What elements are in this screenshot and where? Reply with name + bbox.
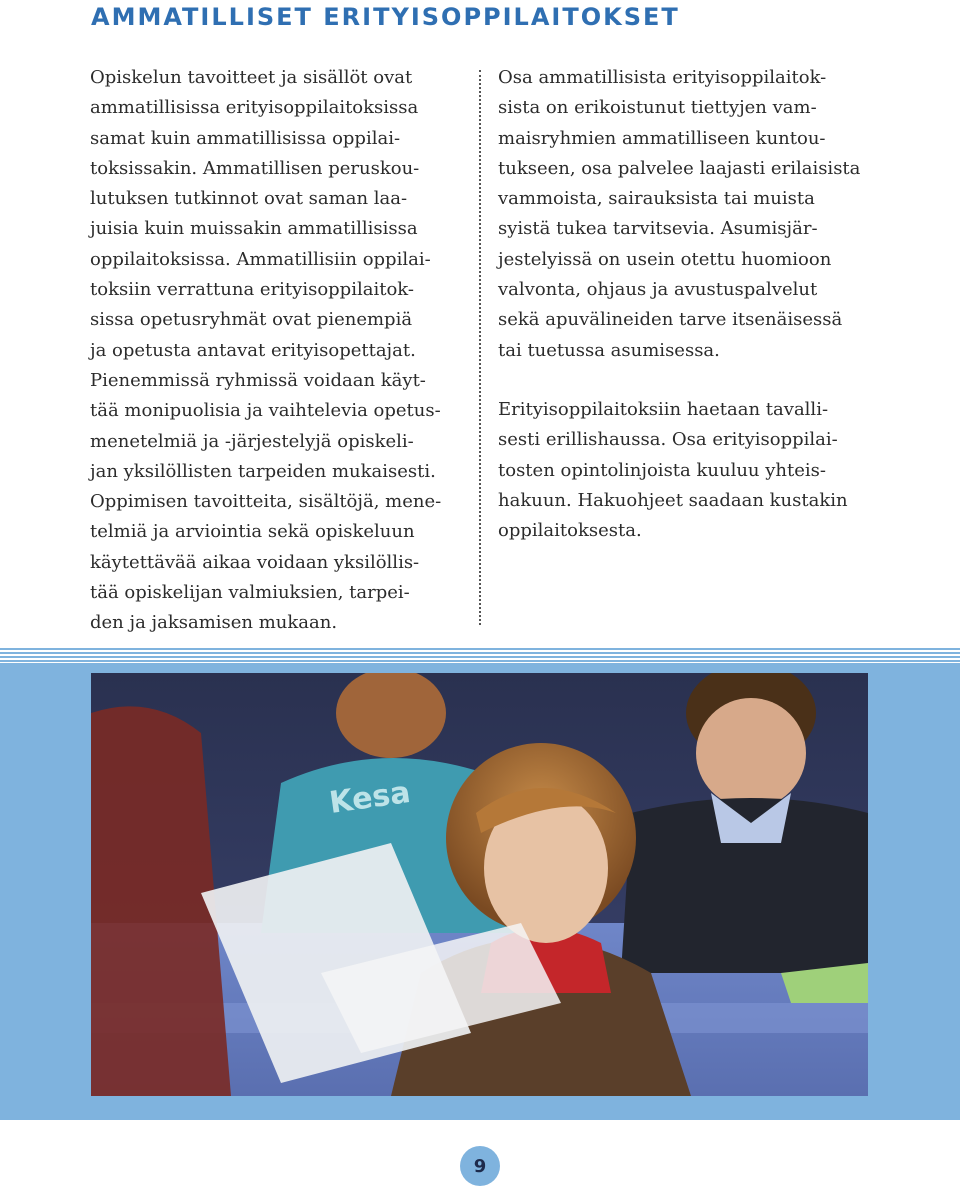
text-line: menetelmiä ja -järjestelyjä opiskeli-	[90, 430, 414, 452]
left-text-column	[90, 63, 463, 639]
right-student-face	[696, 698, 806, 808]
decorative-stripes	[0, 648, 960, 662]
page-number: 9	[473, 1155, 487, 1177]
text-line: tosten opintolinjoista kuuluu yhteis-	[498, 459, 826, 481]
classroom-illustration	[91, 673, 868, 1096]
text-line: jestelyissä on usein otettu huomioon	[498, 248, 832, 270]
text-line: den ja jaksamisen mukaan.	[90, 612, 338, 634]
right-paragraph-1	[498, 63, 876, 366]
text-line: sekä apuvälineiden tarve itsenäisessä	[498, 309, 843, 331]
text-line: sesti erillishaussa. Osa erityisoppilai-	[498, 429, 838, 451]
right-paragraph-2	[498, 395, 876, 546]
text-line: lutuksen tutkinnot ovat saman laa-	[90, 188, 408, 210]
text-line: maisryhmien ammatilliseen kuntou-	[498, 127, 826, 149]
text-line: tää monipuolisia ja vaihtelevia opetus-	[90, 400, 441, 422]
text-line: sista on erikoistunut tiettyjen vam-	[498, 97, 817, 119]
column-divider	[479, 70, 481, 625]
text-line: Erityisoppilaitoksiin haetaan tavalli-	[498, 398, 829, 420]
text-line: jan yksilöllisten tarpeiden mukaisesti.	[90, 460, 436, 482]
text-line: syistä tukea tarvitsevia. Asumisjär-	[498, 218, 818, 240]
text-line: Opiskelun tavoitteet ja sisällöt ovat	[90, 67, 413, 88]
text-line: samat kuin ammatillisissa oppilai-	[90, 127, 401, 149]
text-line: toksiin verrattuna erityisoppilaitok-	[90, 279, 414, 301]
left-paragraph	[90, 63, 463, 639]
text-line: tai tuetussa asumisessa.	[498, 339, 720, 361]
text-line: oppilaitoksesta.	[498, 520, 642, 542]
text-line: ja opetusta antavat erityisopettajat.	[90, 339, 416, 361]
text-line: tukseen, osa palvelee laajasti erilaisista	[498, 157, 861, 179]
text-line: tää opiskelijan valmiuksien, tarpei-	[90, 582, 410, 604]
text-line: telmiä ja arviointia sekä opiskeluun	[90, 521, 415, 543]
text-line: Oppimisen tavoitteita, sisältöjä, mene-	[90, 491, 442, 513]
text-line: oppilaitoksissa. Ammatillisiin oppilai-	[90, 248, 431, 270]
shirt-print: Kesa	[327, 774, 413, 821]
text-line: valvonta, ohjaus ja avustuspalvelut	[498, 279, 818, 301]
text-line: vammoista, sairauksista tai muista	[498, 188, 815, 210]
text-line: juisia kuin muissakin ammatillisissa	[90, 218, 418, 240]
page-number-badge	[460, 1146, 500, 1186]
text-line: ammatillisissa erityisoppilaitoksissa	[90, 97, 419, 119]
text-line: käytettävää aikaa voidaan yksilöllis-	[90, 551, 420, 573]
text-line: sissa opetusryhmät ovat pienempiä	[90, 309, 413, 331]
text-line: Osa ammatillisista erityisoppilaitok-	[498, 67, 827, 88]
text-line: hakuun. Hakuohjeet saadaan kustakin	[498, 489, 848, 511]
page-heading: AMMATILLISET ERITYISOPPILAITOKSET	[91, 3, 680, 31]
text-line: toksissakin. Ammatillisen peruskou-	[90, 157, 420, 179]
classroom-photo	[91, 673, 868, 1096]
right-text-column	[498, 63, 876, 546]
text-line: Pienemmissä ryhmissä voidaan käyt-	[90, 369, 426, 391]
